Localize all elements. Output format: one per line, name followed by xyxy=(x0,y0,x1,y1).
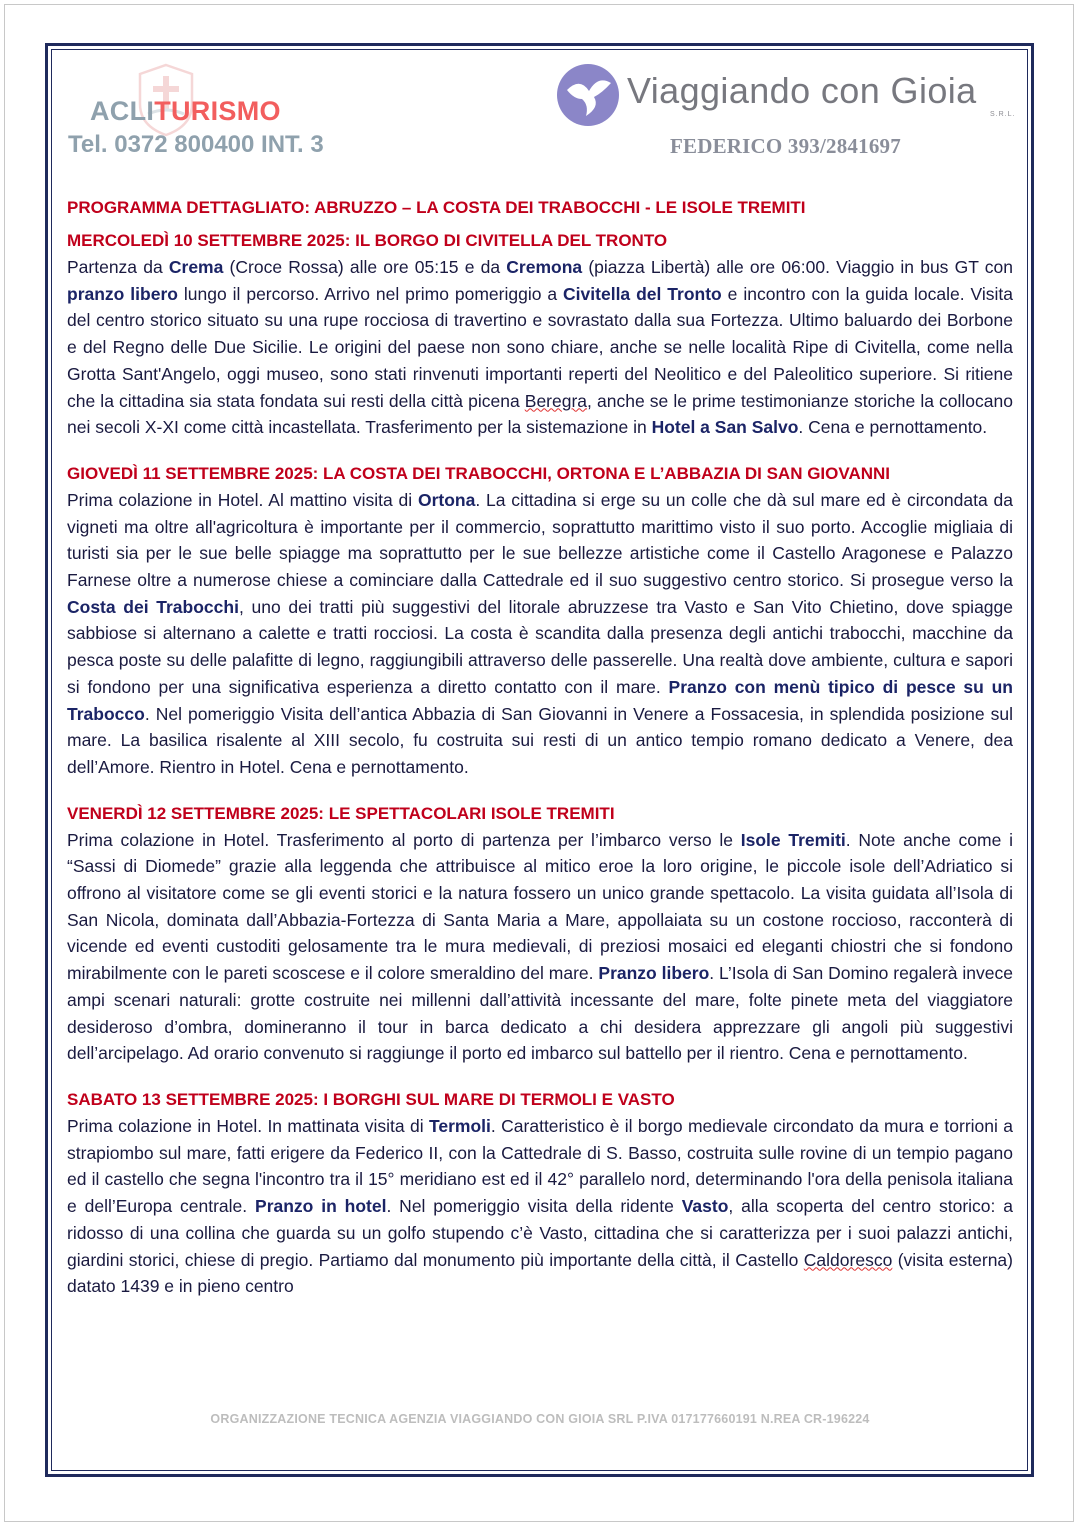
brand-turismo: TURISMO xyxy=(154,96,281,126)
brand-acli: ACLI xyxy=(90,96,155,126)
acli-turismo-brand xyxy=(90,96,281,127)
program-title: PROGRAMMA DETTAGLIATO: ABRUZZO – LA COSTA DEI TRABOCCHI - LE ISOLE TREMITI xyxy=(67,198,806,217)
footer-organization: ORGANIZZAZIONE TECNICA AGENZIA VIAGGIANDO CON GIOIA SRL P.IVA 017177660191 N.REA CR-196224 xyxy=(210,1412,870,1426)
day-paragraph: Prima colazione in Hotel. In mattinata visita di Termoli. Caratteristico è il borgo medievale circondato da mura e torrioni a strapiombo sul mare, fatti erigere da Federico II, con la Cattedrale di S. Basso, costruita sulle rovine di un tempio pagano ed il castello che segna l'incontro tra il 15° meridiano est ed il 42° parallelo nord, determinando l'ora della penisola italiana e dell’Europa centrale. Pranzo in hotel. Nel pomeriggio visita della ridente Vasto, alla scoperta del centro storico: a ridosso di una collina che guarda su un golfo stupendo c’è Vasto, cittadina che si caratterizza per i suoi palazzi antichi, giardini storici, chiese di pregio. Partiamo dal monumento più importante della città, il Castello Caldoresco (visita esterna) datato 1439 e in pieno centro xyxy=(67,1115,1013,1297)
day-section-2 xyxy=(67,461,1013,781)
logo-text: Viaggiando con Gioia xyxy=(627,70,977,111)
contact-federico: FEDERICO 393/2841697 xyxy=(670,134,901,158)
acli-phone: Tel. 0372 800400 INT. 3 xyxy=(68,131,324,158)
day-section-4 xyxy=(67,1087,1013,1300)
day-section-3 xyxy=(67,801,1013,1067)
day-heading: VENERDÌ 12 SETTEMBRE 2025: LE SPETTACOLARI ISOLE TREMITI xyxy=(67,803,615,823)
day-section-1 xyxy=(67,228,1013,441)
day-heading: SABATO 13 SETTEMBRE 2025: I BORGHI SUL MARE DI TERMOLI E VASTO xyxy=(67,1089,675,1109)
day-paragraph: Partenza da Crema (Croce Rossa) alle ore 05:15 e da Cremona (piazza Libertà) alle ore 06:00. Viaggio in bus GT con pranzo libero lungo il percorso. Arrivo nel primo pomeriggio a Civitella del Tronto e incontro con la guida locale. Visita del centro storico situato su una rupe rocciosa di travertino e sovrastato dalla sua Fortezza. Ultimo baluardo dei Borbone e del Regno delle Due Sicilie. Le origini del paese non sono chiare, anche se nelle località Ripe di Civitella, come nella Grotta Sant'Angelo, oggi museo, sono stati rinvenuti importanti reperti del Neolitico e del Paleolitico superiore. Si ritiene che la cittadina sia stata fondata sui resti della città picena Beregra, anche se le prime testimonianze storiche la collocano nei secoli X-XI come città incastellata. Trasferimento per la sistemazione in Hotel a San Salvo. Cena e pernottamento. xyxy=(67,257,1013,438)
logo-srl: S.R.L. xyxy=(990,111,1016,118)
day-paragraph: Prima colazione in Hotel. Al mattino visita di Ortona. La cittadina si erge su un colle che dà sul mare ed è circondata da vigneti ma oltre all'agricoltura è importante per il commercio, soprattutto marittimo visto il suo porto. Accoglie migliaia di turisti sia per le sue belle spiagge ma soprattutto per le sue bellezze artistiche come il Castello Aragonese e Palazzo Farnese oltre a numerose chiese a cominciare dalla Cattedrale ed il suo suggestivo centro storico. Si prosegue verso la Costa dei Trabocchi, uno dei tratti più suggestivi del litorale abruzzese tra Vasto e San Vito Chietino, dove spiagge sabbiose si alternano a calette e tratti rocciosi. La costa è scandita dalla presenza degli antichi trabocchi, macchine da pesca poste su delle palafitte di legno, raggiungibili attraverso delle passerelle. Una realtà dove ambiente, cultura e sapori si fondono per una significativa esperienza a diretto contatto con il mare. Pranzo con menù tipico di pesce su un Trabocco. Nel pomeriggio Visita dell’antica Abbazia di San Giovanni in Venere a Fossacesia, in splendida posizione sul mare. La basilica risalente al XIII secolo, fu costruita sui resti di un antico tempio romano dedicato a Venere, dea dell’Amore. Rientro in Hotel. Cena e pernottamento. xyxy=(67,489,1013,777)
day-heading: MERCOLEDÌ 10 SETTEMBRE 2025: IL BORGO DI CIVITELLA DEL TRONTO xyxy=(67,231,668,250)
program-content xyxy=(67,196,1013,1300)
day-paragraph: Prima colazione in Hotel. Trasferimento al porto di partenza per l’imbarco verso le Isole Tremiti. Note anche come i “Sassi di Diomede” grazie alla leggenda che attribuisce al mitico eroe la loro origine, le piccole isole dell’Adriatico si offrono al visitatore come se gli eventi storici e la natura fossero un unico grande spettacolo. La visita guidata all’Isola di San Nicola, dominata dall’Abbazia-Fortezza di Santa Maria a Mare, appollaiata su un costone roccioso, racconterà di vicende ed eventi custoditi gelosamente tra le mura medievali, di preziosi mosaici ed eleganti chiostri che si fondono mirabilmente con le pareti scoscese e il colore smeraldino del mare. Pranzo libero. L’Isola di San Domino regalerà invece ampi scenari naturali: grotte costruite nei millenni dall’attività incessante del mare, folte pinete meta del viaggiatore desideroso d’ombra, domineranno il tour in barca dedicato a chi desidera apprezzare gli angoli più suggestivi dell’arcipelago. Ad orario convenuto si raggiunge il porto ed imbarco sul battello per il rientro. Cena e pernottamento. xyxy=(67,829,1013,1064)
day-heading: GIOVEDÌ 11 SETTEMBRE 2025: LA COSTA DEI TRABOCCHI, ORTONA E L’ABBAZIA DI SAN GIOVANNI xyxy=(67,463,891,483)
